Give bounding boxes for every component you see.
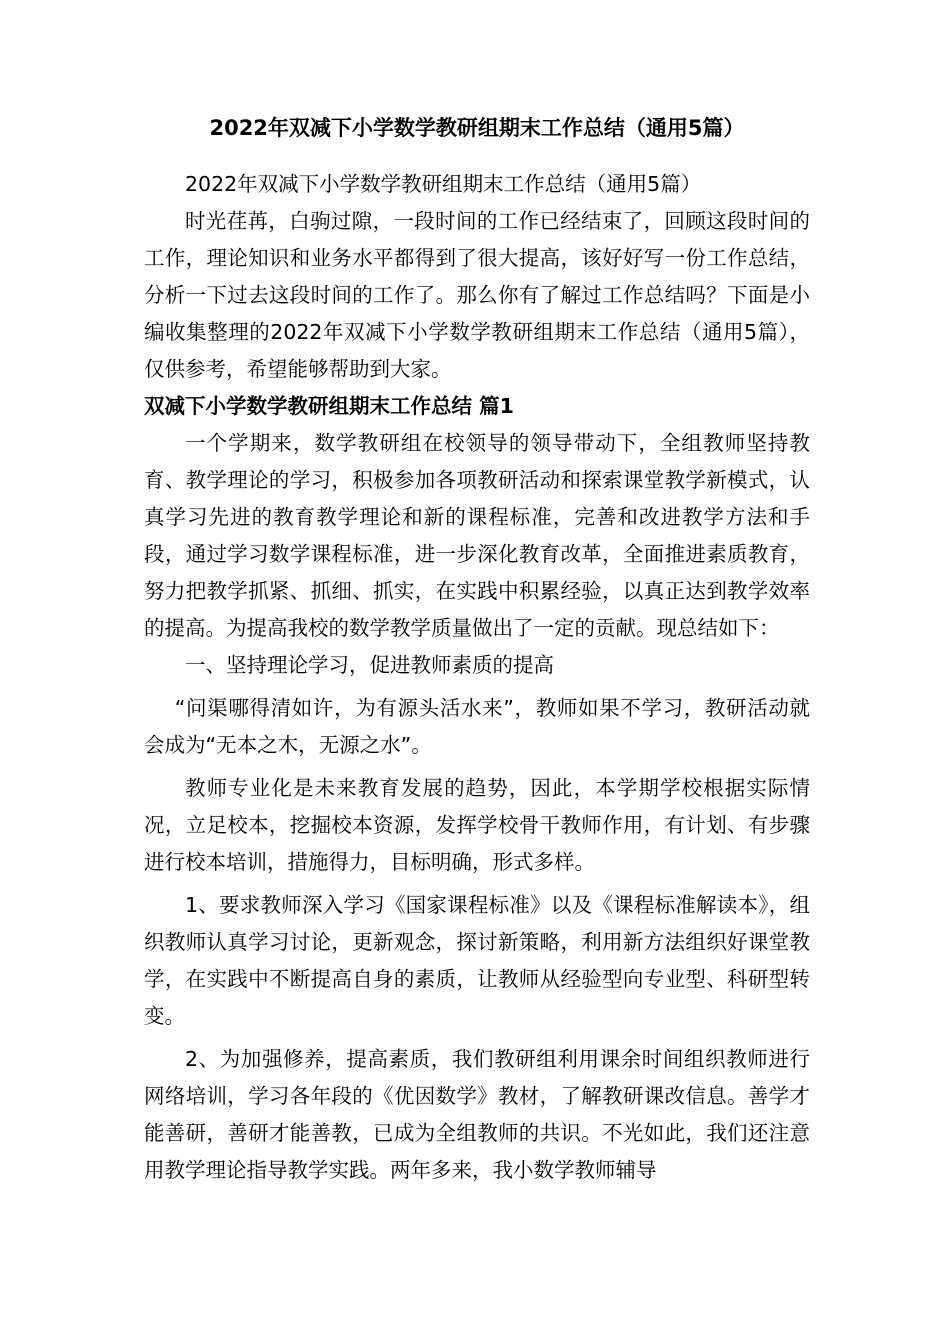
document-title: 2022年双减下小学数学教研组期末工作总结（通用5篇） xyxy=(209,116,745,140)
body-paragraph: 一个学期来，数学教研组在校领导的领导带动下，全组教师坚持教育、教学理论的学习，积极参加各项教研活动和探索课堂教学新模式，认真学习先进的教育教学理论和新的课程标准，完善和改进教学方法和手段，通过学习数学课程标准，进一步深化教育改革，全面推进素质教育，努力把教学抓紧、抓细、抓实，在实践中积累经验，以真正达到教学效率的提高。为提高我校的数学教学质量做出了一定的贡献。现总结如下： xyxy=(144,431,810,640)
quote-paragraph: “问渠哪得清如许，为有源头活水来”，教师如果不学习，教研活动就会成为“无本之木，无源之水”。 xyxy=(144,696,810,757)
intro-repeat-title: 2022年双减下小学数学教研组期末工作总结（通用5篇） xyxy=(185,172,702,196)
intro-paragraph: 时光荏苒，白驹过隙，一段时间的工作已经结束了，回顾这段时间的工作，理论知识和业务水平都得到了很大提高，该好好写一份工作总结，分析一下过去这段时间的工作了。那么你有了解过工作总结吗？下面是小编收集整理的2022年双减下小学数学教研组期末工作总结（通用5篇），仅供参考，希望能够帮助到大家。 xyxy=(144,209,810,381)
body-paragraph: 2、为加强修养，提高素质，我们教研组利用课余时间组织教师进行网络培训，学习各年段的《优因数学》教材，了解教研课改信息。善学才能善研，善研才能善教，已成为全组教师的共识。不光如此，我们还注意用教学理论指导教学实践。两年多来，我小数学教师辅导 xyxy=(144,1047,810,1182)
body-paragraph: 教师专业化是未来教育发展的趋势，因此，本学期学校根据实际情况，立足校本，挖掘校本资源，发挥学校骨干教师作用，有计划、有步骤进行校本培训，措施得力，目标明确，形式多样。 xyxy=(144,776,810,874)
body-paragraph: 1、要求教师深入学习《国家课程标准》以及《课程标准解读本》，组织教师认真学习讨论，更新观念，探讨新策略，利用新方法组织好课堂教学，在实践中不断提高自身的素质，让教师从经验型向专业型、科研型转变。 xyxy=(144,893,810,1028)
subheading-1: 一、坚持理论学习，促进教师素质的提高 xyxy=(185,653,554,677)
section-heading: 双减下小学数学教研组期末工作总结 篇1 xyxy=(144,394,514,418)
document-page xyxy=(144,108,810,1189)
